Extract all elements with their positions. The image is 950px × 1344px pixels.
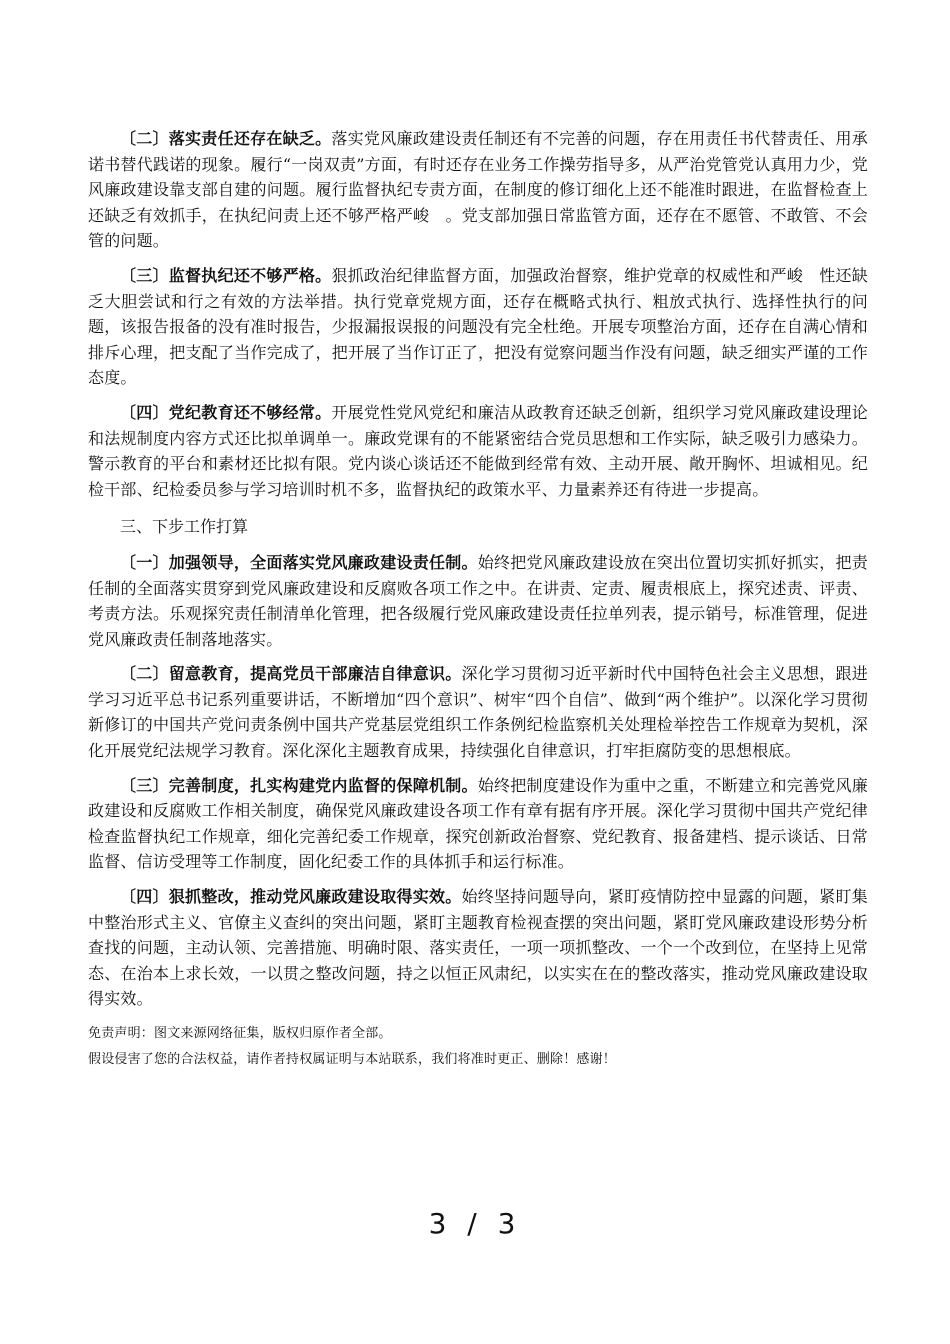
paragraph-text: 落实党风廉政建设责任制还有不完善的问题，存在用责任书代替责任、用承诺书替代践诺的现象。履行“一岗双责”方面，有时还存在业务工作操劳指导多，从严治党管党认真用力少，党风廉政建设靠支部自建的问题。履行监督执纪专责方面，在制度的修订细化上还不能准时跟进，在监督检查上还缺乏有效抓手，在执纪问责上还不够严格严峻 。党支部加强日常监管方面，还存在不愿管、不敢管、不会管的问题。 — [88, 129, 868, 251]
paragraph-text: 始终把制度建设作为重中之重，不断建立和完善党风廉政建设和反腐败工作相关制度，确保党风廉政建设各项工作有章有据有序开展。深化学习贯彻中国共产党纪律检查监督执纪工作规章，细化完善纪委工作规章，探究创新政治督察、党纪教育、报备建档、提示谈话、日常监督、信访受理等工作制度，固化纪委工作的具体抓手和运行标准。 — [88, 775, 868, 872]
paragraph-plan-education — [88, 661, 868, 763]
disclaimer-block — [88, 1021, 868, 1073]
paragraph-text: 开展党性党风党纪和廉洁从政教育还缺乏创新，组织学习党风廉政建设理论和法规制度内容方式还比拟单调单一。廉政党课有的不能紧密结合党员思想和工作实际，缺乏吸引力感染力。警示教育的平台和素材还比拟有限。党内谈心谈话还不能做到经常有效、主动开展、敞开胸怀、坦诚相见。纪检干部、纪检委员参与学习培训时机不多，监督执纪的政策水平、力量素养还有待进一步提高。 — [88, 402, 868, 499]
disclaimer-line: 假设侵害了您的合法权益，请作者持权属证明与本站联系，我们将准时更正、删除！感谢！ — [88, 1052, 617, 1067]
document-body — [88, 126, 868, 1073]
paragraph-plan-leadership — [88, 550, 868, 652]
paragraph-plan-system — [88, 773, 868, 875]
paragraph-education — [88, 400, 868, 502]
paragraph-text: 狠抓政治纪律监督方面，加强政治督察，维护党章的权威性和严峻 性还缺乏大胆尝试和行之有效的方法举措。执行党章党规方面，还存在概略式执行、粗放式执行、选择性执行的问题，该报告报备的没有准时报告，少报漏报误报的问题没有完全杜绝。开展专项整治方面，还存在自满心情和排斥心理，把支配了当作完成了，把开展了当作订正了，把没有觉察问题当作没有问题，缺乏细实严谨的工作态度。 — [88, 265, 868, 388]
paragraph-text: 始终把党风廉政建设放在突出位置切实抓好抓实，把责任制的全面落实贯穿到党风廉政建设和反腐败各项工作之中。在讲责、定责、履责根底上，探究述责、评责、考责方法。乐观探究责任制清单化管理，把各级履行党风廉政建设责任拉单列表，提示销号，标准管理，促进党风廉政责任制落地落实。 — [88, 552, 868, 649]
paragraph-lead: 〔三〕监督执纪还不够严格。 — [120, 265, 332, 285]
paragraph-lead: 〔四〕党纪教育还不够经常。 — [120, 402, 332, 422]
paragraph-text: 深化学习贯彻习近平新时代中国特色社会主义思想，跟进学习习近平总书记系列重要讲话，不断增加“四个意识”、树牢“四个自信”、做到“两个维护”。以深化学习贯彻新修订的中国共产党问责条例中国共产党基层党组织工作条例纪检监察机关处理检举控告工作规章为契机，深化开展党纪法规学习教育。深化深化主题教育成果，持续强化自律意识，打牢拒腐防变的思想根底。 — [88, 664, 868, 761]
page-number: 3 / 3 — [428, 1207, 522, 1240]
section-heading: 三、下步工作打算 — [120, 517, 249, 537]
paragraph-lead: 〔二〕落实责任还存在缺乏。 — [120, 129, 332, 148]
paragraph-responsibility — [88, 126, 868, 254]
paragraph-lead: 〔四〕狠抓整改，推动党风廉政建设取得实效。 — [120, 887, 462, 907]
paragraph-plan-rectification — [88, 884, 868, 1012]
paragraph-supervision — [88, 263, 868, 391]
paragraph-text: 始终坚持问题导向，紧盯疫情防控中显露的问题，紧盯集中整治形式主义、官僚主义查纠的突出问题，紧盯主题教育检视查摆的突出问题，紧盯党风廉政建设形势分析查找的问题，主动认领、完善措施、明确时限、落实责任，一项一项抓整改、一个一个改到位，在坚持上见常态、在治本上求长效，一以贯之整改问题，持之以恒正风肃纪，以实实在在的整改落实，推动党风廉政建设取得实效。 — [88, 887, 868, 1009]
disclaimer-line: 免责声明：图文来源网络征集，版权归原作者全部。 — [88, 1026, 392, 1041]
paragraph-lead: 〔三〕完善制度，扎实构建党内监督的保障机制。 — [120, 775, 478, 795]
paragraph-lead: 〔一〕加强领导，全面落实党风廉政建设责任制。 — [120, 552, 478, 572]
paragraph-lead: 〔二〕留意教育，提高党员干部廉洁自律意识。 — [120, 664, 462, 684]
